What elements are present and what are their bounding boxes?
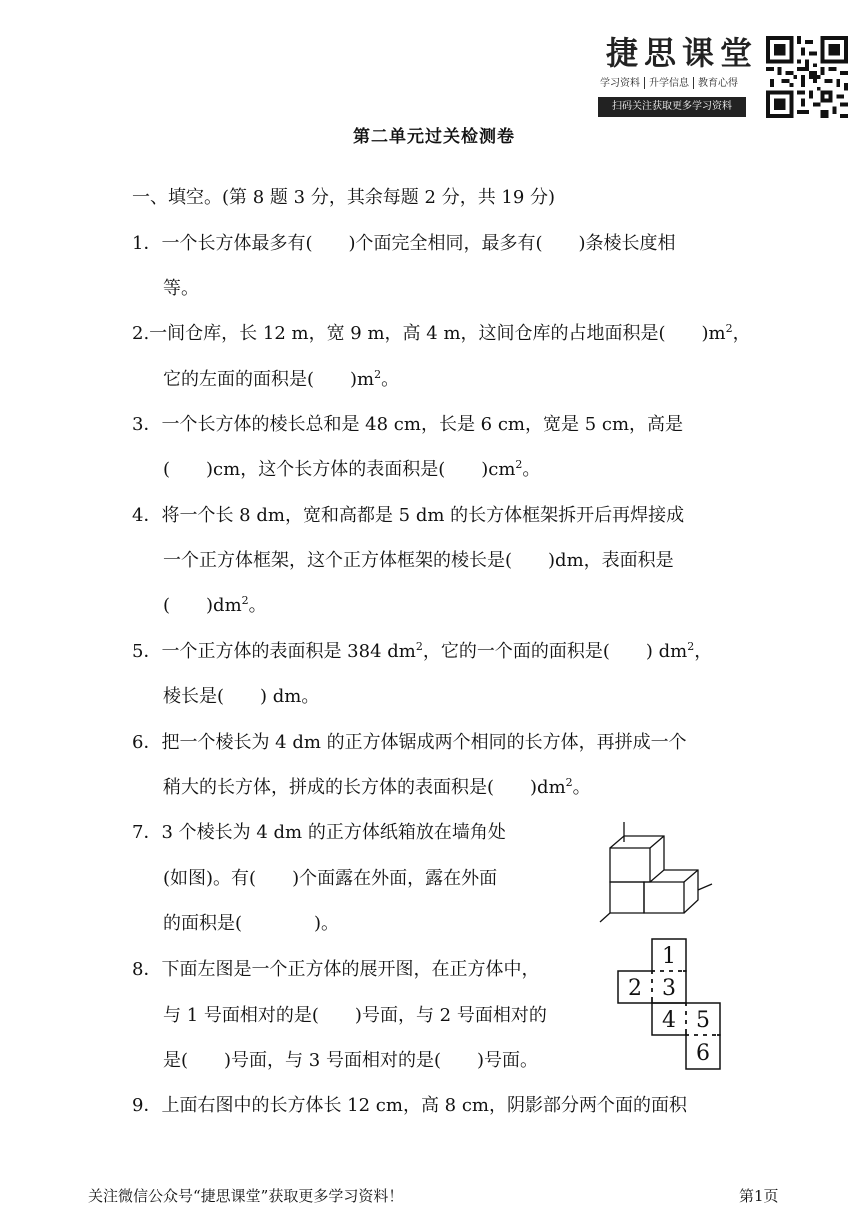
text: 2.一间仓库，长 12 m，宽 9 m，高 4 m，这间仓库的占地面积是( )m [132, 323, 726, 344]
text: 5．一个正方体的表面积是 384 dm [132, 641, 416, 662]
text: 。 [381, 369, 400, 390]
question-6-line-1: 6．把一个棱长为 4 dm 的正方体锯成两个相同的长方体，再拼成一个 [132, 732, 687, 753]
text: 。 [572, 777, 591, 798]
question-4-line-3 [163, 594, 267, 618]
superscript: 2 [241, 594, 249, 607]
question-8-line-3: 是( )号面，与 3 号面相对的是( )号面。 [163, 1050, 538, 1071]
question-3-line-2 [163, 458, 540, 482]
superscript: 2 [374, 368, 382, 381]
superscript: 2 [565, 776, 573, 789]
question-3-line-1: 3．一个长方体的棱长总和是 48 cm，长是 6 cm，宽是 5 cm，高是 [132, 414, 684, 435]
text: ，它的一个面的面积是( ) dm [422, 641, 688, 662]
footer-note: 关注微信公众号“捷思课堂”获取更多学习资料！ [88, 1187, 404, 1205]
question-9-line-1: 9．上面右图中的长方体长 12 cm，高 8 cm，阴影部分两个面的面积 [132, 1095, 687, 1116]
question-1-line-2: 等。 [163, 278, 199, 299]
text: 。 [248, 595, 267, 616]
brand-tag: 升学信息 [649, 78, 689, 89]
superscript: 2 [725, 322, 733, 335]
corner-cubes-figure [598, 818, 716, 924]
net-label: 5 [696, 1008, 710, 1033]
question-4-line-1: 4．将一个长 8 dm，宽和高都是 5 dm 的长方体框架拆开后再焊接成 [132, 505, 685, 526]
question-7-line-1: 7．3 个棱长为 4 dm 的正方体纸箱放在墙角处 [132, 822, 506, 843]
section-heading: 一、填空。(第 8 题 3 分，其余每题 2 分，共 19 分) [132, 187, 556, 208]
question-8-line-1: 8．下面左图是一个正方体的展开图，在正方体中， [132, 959, 540, 980]
brand-tags [600, 74, 738, 89]
question-7-line-3: 的面积是( )。 [163, 913, 340, 934]
text: ( )dm [163, 595, 242, 616]
question-7-line-2: (如图)。有( )个面露在外面，露在外面 [163, 868, 498, 889]
superscript: 2 [687, 640, 695, 653]
text: ( )cm，这个长方体的表面积是( )cm [163, 459, 516, 480]
brand-tag: 学习资料 [600, 78, 640, 89]
question-4-line-2: 一个正方体框架，这个正方体框架的棱长是( )dm，表面积是 [163, 550, 674, 571]
question-6-line-2 [163, 776, 591, 800]
text: 。 [522, 459, 541, 480]
question-8-line-2: 与 1 号面相对的是( )号面，与 2 号面相对的 [163, 1005, 547, 1026]
brand-banner: 扫码关注获取更多学习资料 [598, 97, 746, 117]
net-label: 6 [696, 1041, 710, 1066]
superscript: 2 [515, 458, 523, 471]
question-2-line-1 [132, 322, 751, 346]
question-1-line-1: 1．一个长方体最多有( )个面完全相同，最多有( )条棱长度相 [132, 233, 676, 254]
net-label: 1 [662, 944, 676, 969]
net-label: 4 [662, 1008, 676, 1033]
text: 它的左面的面积是( )m [163, 369, 375, 390]
page-title: 第二单元过关检测卷 [353, 127, 515, 147]
cube-net-figure [614, 936, 724, 1076]
brand-logo-title: 捷思课堂 [606, 34, 759, 72]
net-label: 3 [662, 976, 676, 1001]
brand-tag: 教育心得 [698, 78, 738, 89]
qr-code-icon[interactable] [766, 36, 848, 118]
text: ， [732, 323, 751, 344]
question-5-line-1 [132, 640, 712, 664]
text: 稍大的长方体，拼成的长方体的表面积是( )dm [163, 777, 566, 798]
text: ， [694, 641, 713, 662]
net-label: 2 [628, 976, 642, 1001]
superscript: 2 [415, 640, 423, 653]
question-2-line-2 [163, 368, 399, 392]
question-5-line-2: 棱长是( ) dm。 [163, 686, 320, 707]
page-number: 第1页 [739, 1187, 779, 1205]
